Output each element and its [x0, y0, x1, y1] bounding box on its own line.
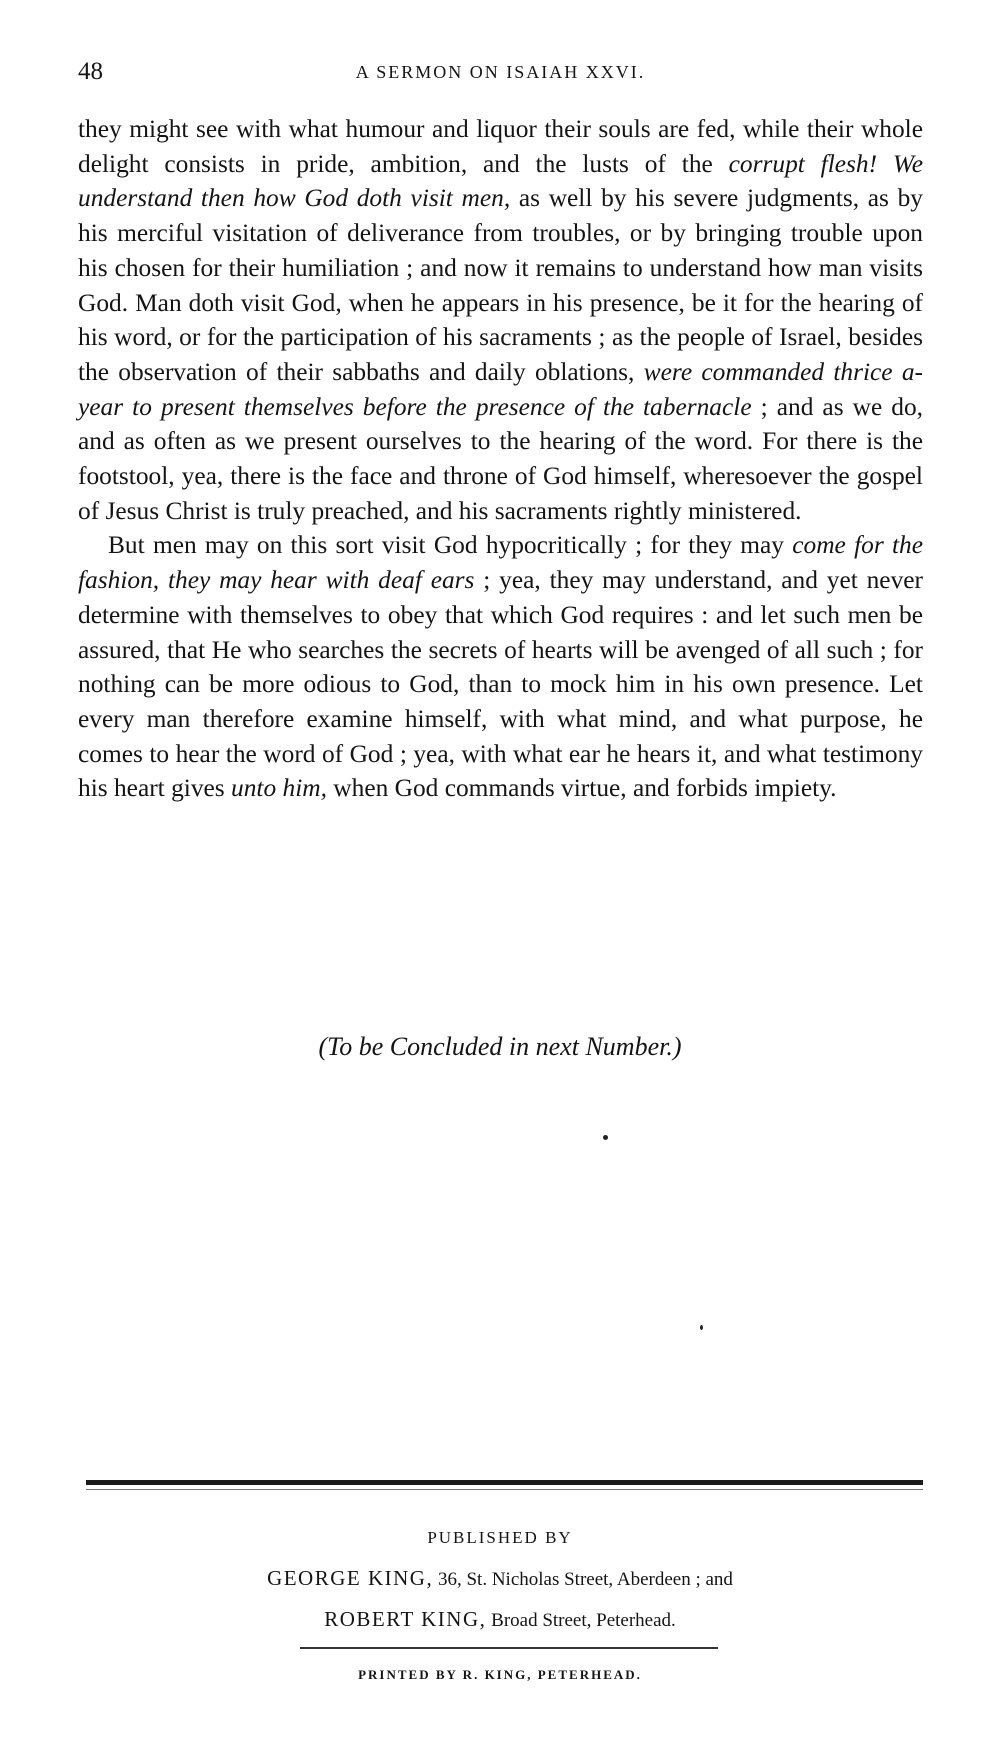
publisher-line-robert-king: [0, 1607, 1000, 1632]
text-segment: But men may on this sort visit God hypocritically ; for they may: [108, 531, 793, 560]
publisher-line-george-king: [0, 1566, 1000, 1591]
text-segment: when God commands virtue, and forbids impiety.: [326, 774, 837, 803]
italic-segment: unto him,: [231, 774, 327, 803]
text-segment: as well by his severe judgments, as by his merciful visitation of deliverance from troubles, or by bringing trouble upon his chosen for their humiliation ; and now it remains to understand how man visits God. Man doth visit God, when he appears in his presence, be it for the hearing of his word, or for the participation of his sacraments ; as the people of Israel, besides the observation of their sabbaths and daily oblations,: [78, 184, 923, 386]
italic-segment: corrupt flesh! We understand then how God doth visit men,: [78, 149, 923, 213]
published-by-label: PUBLISHED BY: [427, 1528, 573, 1547]
publisher-address: Broad Street, Peterhead.: [486, 1610, 676, 1631]
text-segment: ; and as we do, and as often as we present ourselves to the hearing of the word. For there is the footstool, yea, there is the face and throne of God himself, wheresoever the gospel of Jesus Christ is truly preached, and his sacraments rightly ministered.: [78, 392, 924, 525]
publisher-address: 36, St. Nicholas Street, Aberdeen ; and: [433, 1569, 733, 1590]
paragraph-2: [78, 528, 923, 806]
running-head: A SERMON ON ISAIAH XXVI.: [355, 62, 646, 82]
continuation-note: (To be Concluded in next Number.): [318, 1032, 682, 1061]
paragraph-1: [78, 112, 923, 528]
italic-segment: come for the fashion, they may hear with deaf ears: [78, 531, 923, 595]
page-header: [78, 58, 923, 88]
text-segment: they might see with what humour and liquor their souls are fed, while their whole delight consists in pride, ambition, and the lusts of the: [78, 115, 923, 178]
print-speck: [603, 1135, 608, 1140]
footer-rule-thin: [86, 1489, 923, 1490]
printed-by-line: PRINTED BY R. KING, PETERHEAD.: [358, 1667, 642, 1682]
printer-rule: [300, 1647, 718, 1649]
sermon-body: [78, 112, 923, 806]
print-speck: [700, 1325, 703, 1330]
text-segment: ; yea, they may understand, and yet never determine with themselves to obey that which God requires : and let such men be assured, that He who searches the secrets of hearts will be avenged of all such ; for nothing can be more odious to God, than to mock him in his own presence. Let every man therefore examine himself, with what mind, and what purpose, he comes to hear the word of God ; yea, with what ear he hears it, and what testimony his heart gives: [78, 566, 923, 803]
italic-segment: were commanded thrice a-year to present themselves before the presence of the tabernacle: [78, 357, 923, 421]
publisher-name: GEORGE KING,: [267, 1566, 434, 1590]
footer-rule-thick: [86, 1480, 923, 1485]
page-number: 48: [78, 58, 103, 85]
publisher-name: ROBERT KING,: [324, 1607, 487, 1631]
